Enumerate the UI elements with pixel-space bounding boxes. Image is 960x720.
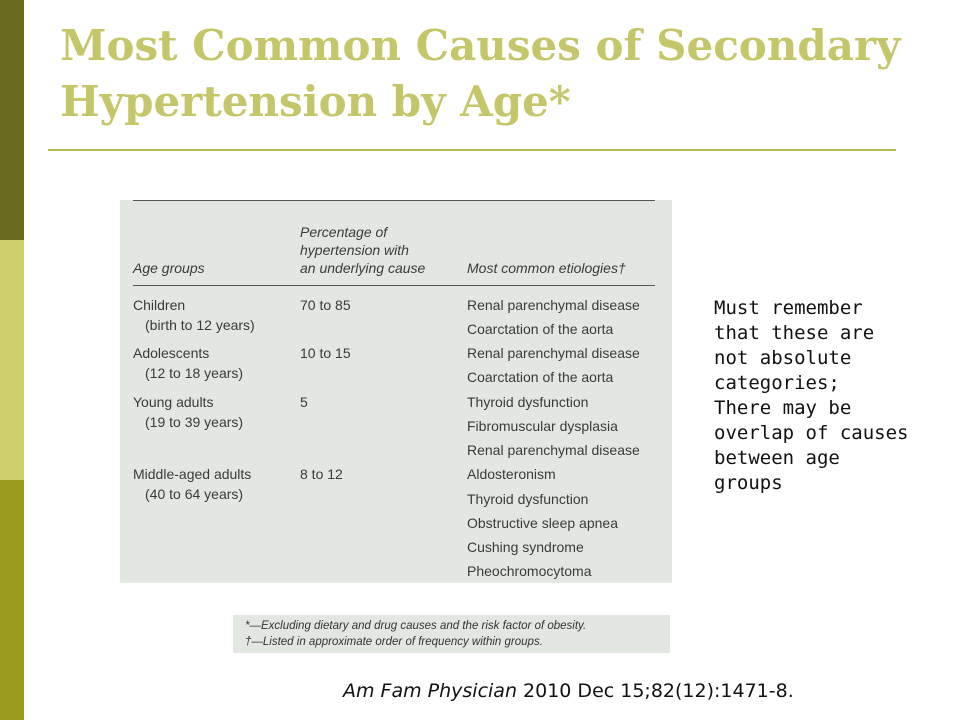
etiology-item: Thyroid dysfunction	[467, 491, 589, 507]
header-percentage-line1: Percentage of	[300, 224, 388, 240]
row-middle-aged-percent: 8 to 12	[300, 466, 343, 482]
slide-title: Most Common Causes of Secondary Hypertension by Age*	[60, 21, 901, 126]
row-young-adults-range: (19 to 39 years)	[145, 414, 244, 430]
citation-details: 2010 Dec 15;82(12):1471-8.	[517, 680, 794, 702]
row-adolescents-percent: 10 to 15	[300, 345, 351, 361]
row-young-adults-percent: 5	[300, 394, 308, 410]
header-age-groups: Age groups	[133, 260, 205, 276]
row-adolescents-range: (12 to 18 years)	[145, 365, 244, 381]
table-top-rule	[133, 200, 655, 201]
table-header-rule	[133, 285, 655, 286]
table-footnotes	[233, 615, 670, 653]
sidebar-decoration	[0, 0, 24, 720]
side-note-line: that these are	[714, 322, 875, 344]
etiology-item: Coarctation of the aorta	[467, 369, 614, 385]
row-middle-aged-group: Middle-aged adults	[133, 466, 252, 482]
sidebar-bar-mid	[0, 480, 24, 720]
etiology-item: Pheochromocytoma	[467, 563, 592, 579]
side-note-line: Must remember	[714, 297, 863, 319]
etiology-item: Cushing syndrome	[467, 539, 584, 555]
side-note-line: not absolute	[714, 347, 852, 369]
header-etiologies: Most common etiologies†	[467, 260, 626, 276]
citation	[343, 680, 794, 702]
etiology-table	[120, 200, 672, 583]
etiology-item: Renal parenchymal disease	[467, 345, 640, 361]
etiology-item: Coarctation of the aorta	[467, 321, 614, 337]
row-young-adults-group: Young adults	[133, 394, 214, 410]
footnote-dagger: †—Listed in approximate order of frequency within groups.	[245, 636, 543, 648]
row-adolescents-group: Adolescents	[133, 345, 210, 361]
etiology-item: Obstructive sleep apnea	[467, 515, 618, 531]
row-children-range: (birth to 12 years)	[145, 317, 255, 333]
etiology-item: Renal parenchymal disease	[467, 442, 640, 458]
side-note-line: groups	[714, 472, 783, 494]
title-underline	[48, 149, 896, 151]
row-children-percent: 70 to 85	[300, 297, 351, 313]
row-middle-aged-range: (40 to 64 years)	[145, 486, 244, 502]
side-note	[714, 296, 954, 496]
etiology-item: Thyroid dysfunction	[467, 394, 589, 410]
header-percentage-line2: hypertension with	[300, 242, 409, 258]
side-note-line: categories;	[714, 372, 840, 394]
side-note-line: between age	[714, 447, 840, 469]
etiology-item: Renal parenchymal disease	[467, 297, 640, 313]
footnote-asterisk: *—Excluding dietary and drug causes and the risk factor of obesity.	[245, 620, 587, 632]
row-children-group: Children	[133, 297, 186, 313]
etiology-item: Fibromuscular dysplasia	[467, 418, 618, 434]
header-percentage	[300, 223, 425, 277]
side-note-line: overlap of causes	[714, 422, 909, 444]
citation-journal: Am Fam Physician	[343, 680, 517, 702]
header-percentage-line3: an underlying cause	[300, 260, 426, 276]
sidebar-bar-dark	[0, 0, 24, 240]
sidebar-bar-light	[0, 240, 24, 480]
etiology-item: Aldosteronism	[467, 466, 556, 482]
side-note-line: There may be	[714, 397, 852, 419]
